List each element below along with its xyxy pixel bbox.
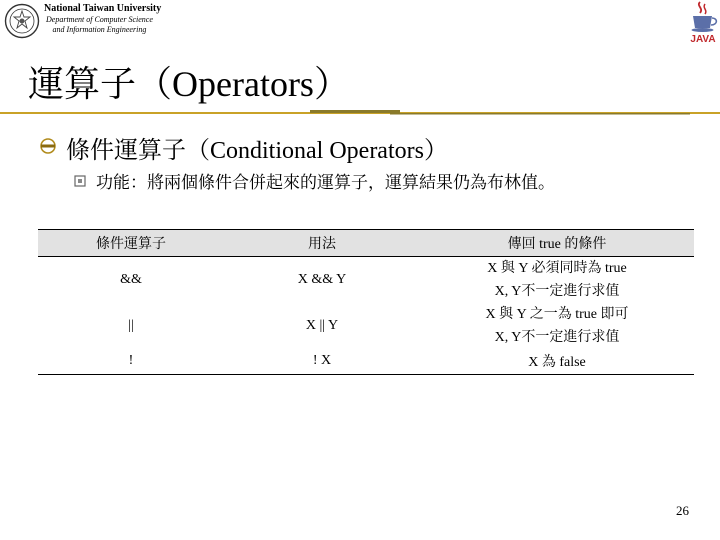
department-name (46, 15, 153, 35)
svg-text:JAVA: JAVA (690, 34, 716, 44)
conditional-operators-table (38, 229, 694, 375)
ntu-seal-icon (4, 2, 40, 40)
condition-line: X 與 Y 必須同時為 true (487, 261, 627, 276)
operator-cell: || (128, 318, 134, 333)
header-operator: 條件運算子 (38, 230, 224, 257)
usage-cell: X || Y (305, 318, 339, 333)
circle-bar-bullet-icon (40, 138, 56, 154)
condition-cell (420, 257, 694, 304)
university-name: National Taiwan University (44, 3, 162, 14)
square-bullet-icon (74, 175, 86, 187)
department-line-1: Department of Computer Science (46, 15, 153, 24)
bullet-conditional-operators: 條件運算子（Conditional Operators） (66, 138, 448, 164)
condition-line: X, Y不一定進行求值 (494, 284, 620, 299)
operator-cell: ! (128, 353, 134, 369)
page-number: 26 (676, 503, 689, 518)
table-header-row (38, 230, 694, 257)
usage-cell: ! X (312, 353, 332, 369)
operator-cell: && (120, 272, 142, 287)
header-condition: 傳回 true 的條件 (420, 230, 694, 257)
slide-title: 運算子（Operators） (28, 64, 350, 104)
condition-line: X 與 Y 之一為 true 即可 (485, 307, 629, 322)
condition-line: X, Y不一定進行求值 (494, 330, 620, 345)
condition-cell: X 為 false (528, 355, 586, 371)
bullet-function-desc: 功能：將兩個條件合併起來的運算子，運算結果仍為布林值。 (96, 173, 555, 192)
header-usage: 用法 (224, 230, 420, 257)
table-row (38, 257, 694, 304)
table-row (38, 349, 694, 374)
title-divider (0, 110, 720, 116)
table-row (38, 303, 694, 349)
usage-cell: X && Y (297, 272, 347, 287)
java-cup-icon (686, 0, 720, 44)
department-line-2: and Information Engineering (52, 25, 147, 34)
condition-cell (420, 303, 694, 349)
